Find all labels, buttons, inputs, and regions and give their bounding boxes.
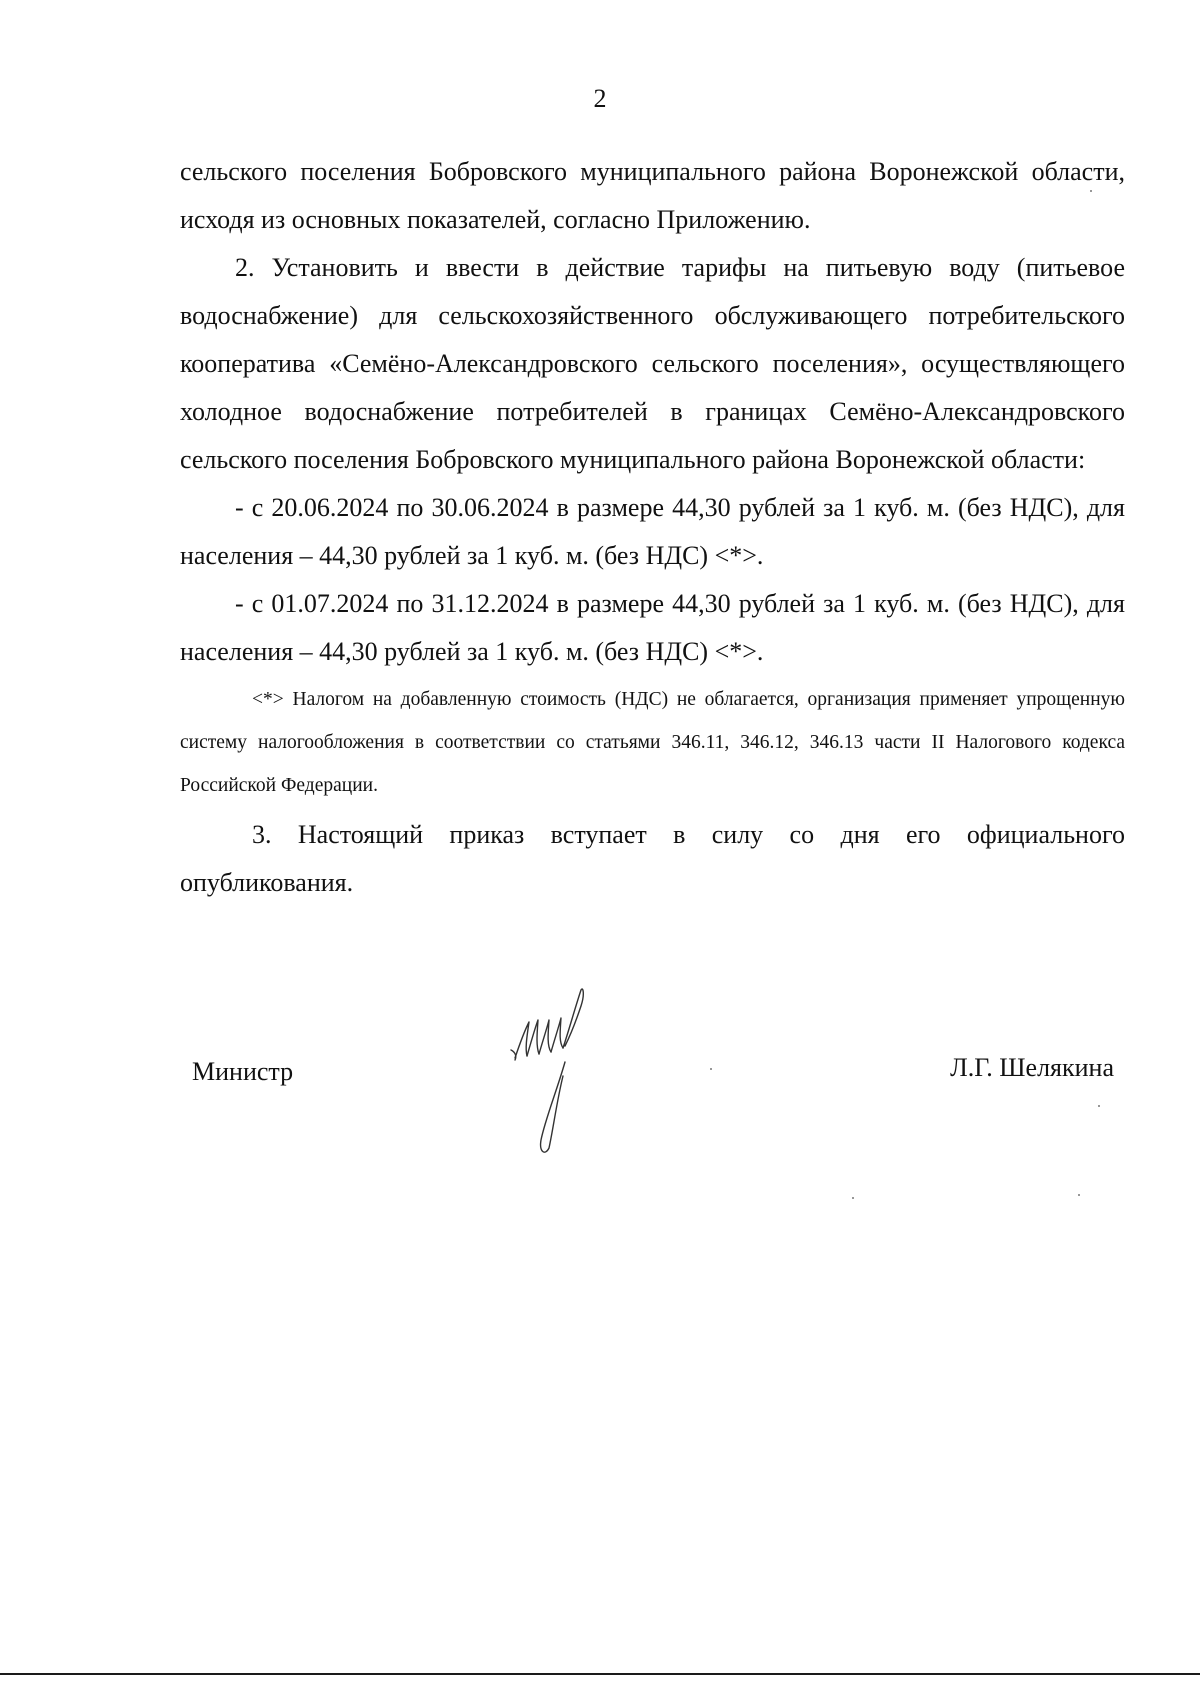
scan-speck	[710, 1068, 712, 1070]
page-number: 2	[593, 84, 607, 113]
handwritten-signature	[505, 980, 645, 1180]
signature-block	[0, 1040, 1200, 1200]
signatory-name: Л.Г. Шелякина	[950, 1053, 1114, 1082]
scan-speck	[1098, 1105, 1100, 1107]
scan-speck	[1090, 190, 1092, 192]
scan-speck	[852, 1197, 854, 1199]
paragraph-item-2: 2. Установить и ввести в действие тарифы на питьевую воду (питьевое водоснабжение) для сельскохозяйственного обслуживающего потребительского кооператива «Семёно-Александровского сельского поселения», осуществляющего холодное водоснабжение потребителей в границах Семёно-Александровского сельского поселения Бобровского муниципального района Воронежской области:	[180, 253, 1125, 474]
footnote: <*> Налогом на добавленную стоимость (НДС) не облагается, организация применяет упрощенную систему налогообложения в соответствии со статьями 346.11, 346.12, 346.13 части II Налогового кодекса Российской Федерации.	[180, 689, 1125, 796]
signatory-role: Министр	[192, 1057, 294, 1086]
paragraph-item-3: 3. Настоящий приказ вступает в силу со дня его официального опубликования.	[180, 820, 1125, 897]
paragraph-continuation: сельского поселения Бобровского муниципального района Воронежской области, исходя из основных показателей, согласно Приложению.	[180, 157, 1125, 234]
paragraph-tariff-period-1: - с 20.06.2024 по 30.06.2024 в размере 44,30 рублей за 1 куб. м. (без НДС), для населения – 44,30 рублей за 1 куб. м. (без НДС) <*>.	[180, 493, 1125, 570]
document-body	[180, 148, 1125, 907]
paragraph-tariff-period-2: - с 01.07.2024 по 31.12.2024 в размере 44,30 рублей за 1 куб. м. (без НДС), для населения – 44,30 рублей за 1 куб. м. (без НДС) <*>.	[180, 589, 1125, 666]
scan-speck	[1078, 1194, 1080, 1196]
bottom-rule	[0, 1673, 1200, 1675]
